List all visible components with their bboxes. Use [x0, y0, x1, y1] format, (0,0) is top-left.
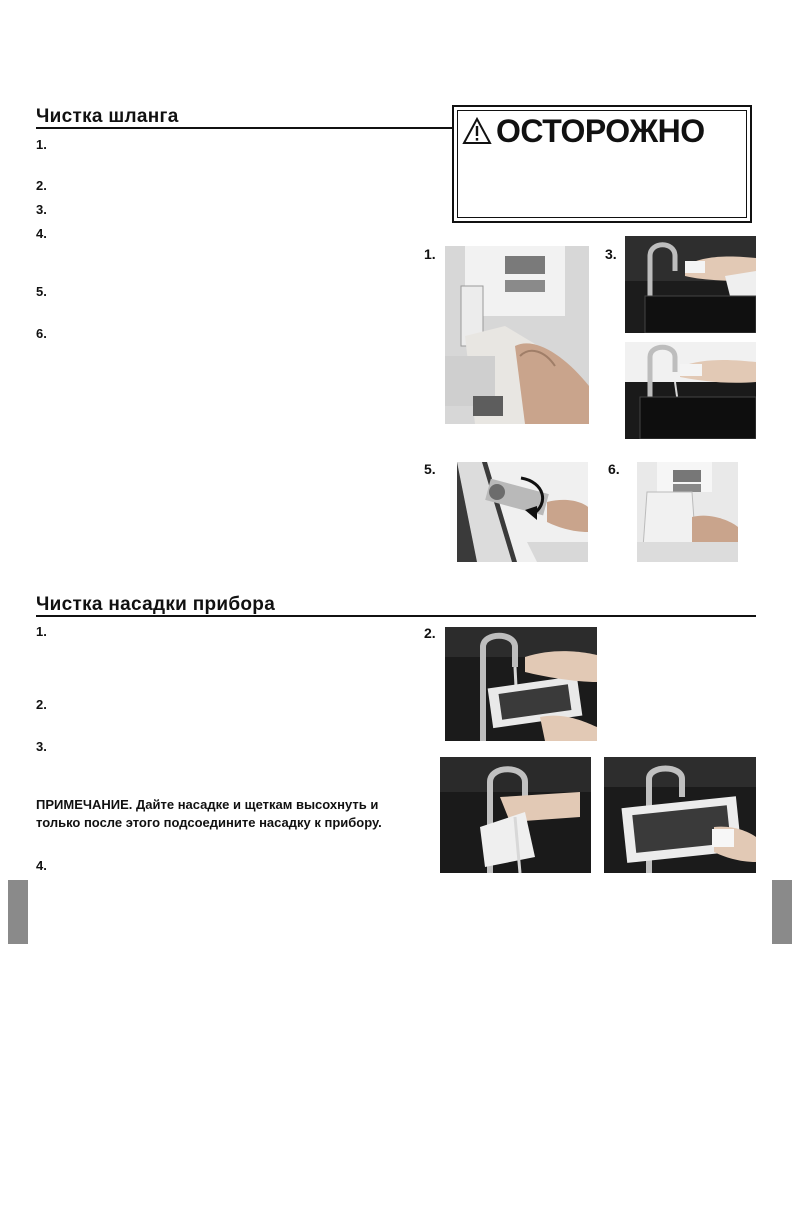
photo-hose-step-3-bottom [625, 342, 756, 439]
photo-nozzle-step-2-top [445, 627, 597, 741]
hose-figure-label-6: 6. [608, 461, 620, 477]
nozzle-section-title: Чистка насадки прибора [36, 594, 276, 615]
side-tab-left [8, 880, 28, 944]
hose-figure-label-5: 5. [424, 461, 436, 477]
nozzle-section-rule [36, 615, 756, 617]
nozzle-figure-label-2: 2. [424, 625, 436, 641]
photo-hose-step-6 [637, 462, 738, 562]
photo-hose-step-3-top [625, 236, 756, 333]
warning-box [452, 105, 752, 223]
nozzle-note: ПРИМЕЧАНИЕ. Дайте насадке и щеткам высохнуть и только после этого подсоедините насадку к прибору. [36, 797, 382, 830]
hose-step-1: 1. [36, 137, 47, 152]
hose-step-5: 5. [36, 284, 47, 299]
nozzle-step-4: 4. [36, 858, 47, 873]
nozzle-step-1: 1. [36, 624, 47, 639]
hose-step-4: 4. [36, 226, 47, 241]
hose-step-2: 2. [36, 178, 47, 193]
hose-figure-label-3: 3. [605, 246, 617, 262]
hose-step-6: 6. [36, 326, 47, 341]
hose-figure-label-1: 1. [424, 246, 436, 262]
photo-nozzle-step-bottom-left [440, 757, 591, 873]
warning-triangle-icon [462, 117, 492, 145]
rotate-arrow-icon [515, 474, 551, 522]
hose-section-title: Чистка шланга [36, 106, 179, 127]
photo-hose-step-1 [445, 246, 589, 424]
photo-nozzle-step-bottom-right [604, 757, 756, 873]
nozzle-step-3: 3. [36, 739, 47, 754]
warning-title: ОСТОРОЖНО [496, 113, 705, 149]
side-tab-right [772, 880, 792, 944]
hose-step-3: 3. [36, 202, 47, 217]
nozzle-step-2: 2. [36, 697, 47, 712]
hose-section-rule [36, 127, 452, 129]
